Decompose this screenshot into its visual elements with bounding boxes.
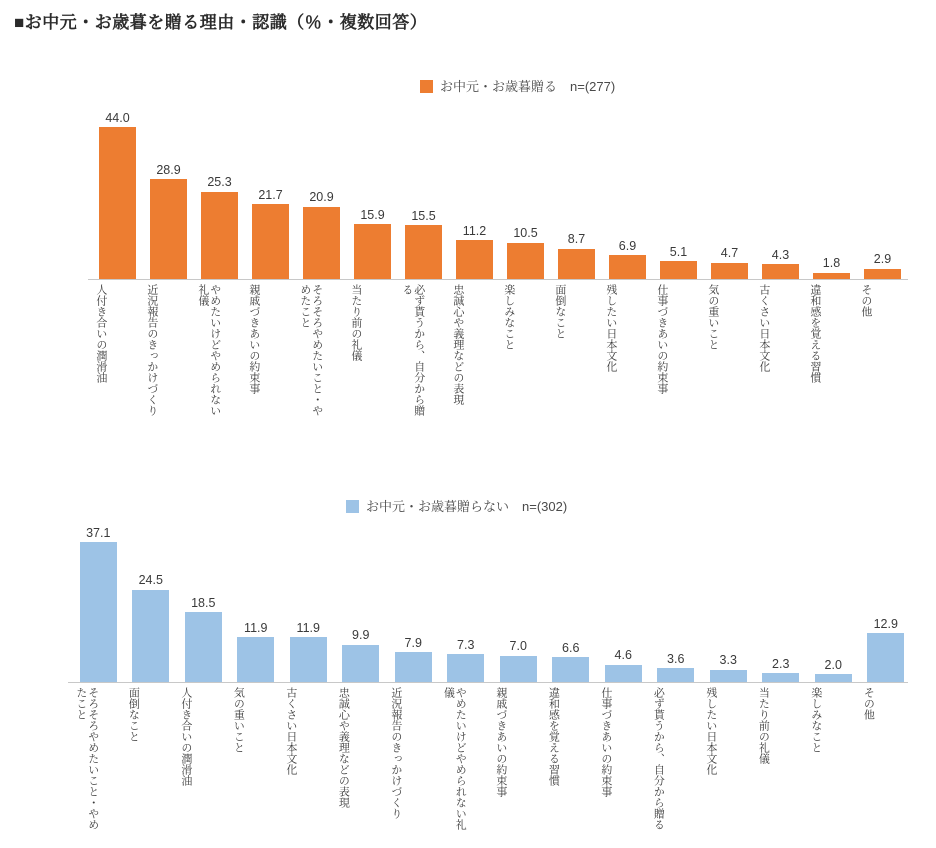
category-label-text: 近況報告のきっかけづくり — [145, 284, 158, 416]
category-label-text: 当たり前の礼儀 — [349, 284, 362, 361]
category-label — [650, 687, 703, 837]
category-label-text: その他 — [859, 284, 872, 317]
bar-value-label: 7.3 — [457, 637, 475, 652]
category-label-text: 必ず貰うから、自分から贈る — [400, 284, 425, 416]
category-label-text: 残したい日本文化 — [604, 284, 617, 372]
category-label-text: 仕事づきあいの約束事 — [655, 284, 668, 394]
category-label-text: 当たり前の礼儀 — [757, 687, 770, 764]
bar-value-label: 1.8 — [822, 256, 841, 271]
category-labels-2 — [72, 687, 912, 837]
category-label-text: 親戚づきあいの約束事 — [494, 687, 507, 797]
category-label — [398, 284, 449, 424]
bar — [354, 224, 391, 279]
bar-value-label: 6.9 — [618, 238, 637, 253]
bar-value-label: 15.5 — [411, 208, 436, 223]
legend-label: お中元・お歳暮贈らない n=(302) — [366, 499, 568, 514]
bar — [132, 590, 169, 682]
bar — [864, 269, 901, 279]
bar-column — [860, 618, 913, 682]
bar — [237, 637, 274, 682]
bar — [395, 652, 432, 682]
category-label — [230, 687, 283, 837]
bar-group-1 — [92, 104, 908, 279]
category-label-text: 気の重いこと — [706, 284, 719, 350]
bar — [303, 207, 340, 279]
category-label — [245, 284, 296, 424]
bar-column — [282, 622, 335, 682]
bar-value-label: 4.7 — [720, 246, 739, 261]
bar-column — [125, 574, 178, 682]
bar — [456, 240, 493, 279]
category-label — [602, 284, 653, 424]
category-label — [143, 284, 194, 424]
bar-column — [602, 240, 653, 279]
bar-value-label: 37.1 — [86, 525, 111, 540]
bar-column — [230, 622, 283, 682]
bar-value-label: 11.2 — [462, 223, 487, 238]
category-label-text: 違和感を覚える習慣 — [808, 284, 821, 383]
bar-value-label: 25.3 — [207, 175, 232, 190]
bar-column — [807, 659, 860, 682]
category-label — [860, 687, 913, 837]
category-label — [702, 687, 755, 837]
category-label-text: 気の重いこと — [232, 687, 245, 753]
category-label — [653, 284, 704, 424]
category-label-text: 親戚づきあいの約束事 — [247, 284, 260, 394]
category-label — [545, 687, 598, 837]
bar-value-label: 7.0 — [509, 639, 527, 654]
bar — [558, 249, 595, 279]
category-label — [857, 284, 908, 424]
legend-label: お中元・お歳暮贈る n=(277) — [440, 79, 616, 94]
category-label-text: 人付き合いの潤滑油 — [94, 284, 107, 383]
bar-value-label: 7.9 — [404, 635, 422, 650]
category-label-text: 古くさい日本文化 — [757, 284, 770, 372]
bar — [507, 243, 544, 279]
bar — [660, 261, 697, 279]
bar — [762, 673, 799, 682]
category-label — [347, 284, 398, 424]
bar-column — [500, 227, 551, 279]
bar-column — [335, 629, 388, 682]
bar — [815, 674, 852, 682]
bar — [405, 225, 442, 279]
category-label-text: 楽しみなこと — [809, 687, 822, 753]
bar-column — [387, 637, 440, 682]
bar-value-label: 28.9 — [156, 162, 181, 177]
category-label — [92, 284, 143, 424]
bar-column — [857, 253, 908, 279]
category-label — [177, 687, 230, 837]
bar-value-label: 44.0 — [105, 110, 130, 125]
category-label-text: その他 — [862, 687, 875, 720]
category-label — [755, 687, 808, 837]
category-label — [492, 687, 545, 837]
page-title: ■お中元・お歳暮を贈る理由・認識（％・複数回答） — [14, 13, 428, 32]
bar — [80, 542, 117, 682]
category-label — [194, 284, 245, 424]
bar-value-label: 3.6 — [667, 651, 685, 666]
category-label-text: やめたいけどやめられない礼儀 — [442, 687, 467, 830]
bar-column — [597, 649, 650, 682]
category-label — [704, 284, 755, 424]
category-label — [335, 687, 388, 837]
category-label-text: 必ず貰うから、自分から贈る — [652, 687, 665, 830]
bar-column — [177, 597, 230, 682]
bar-value-label: 2.3 — [772, 656, 790, 671]
bar-value-label: 9.9 — [352, 628, 370, 643]
bar — [710, 670, 747, 682]
category-label — [449, 284, 500, 424]
bar — [605, 665, 642, 682]
category-label-text: 忠誠心や義理などの表現 — [451, 284, 464, 405]
category-label — [282, 687, 335, 837]
bar-column — [492, 640, 545, 682]
bar-value-label: 11.9 — [296, 620, 320, 635]
bar-value-label: 3.3 — [719, 653, 737, 668]
category-label-text: 古くさい日本文化 — [284, 687, 297, 775]
bar-value-label: 20.9 — [309, 190, 334, 205]
bar — [657, 668, 694, 682]
bar-group-2 — [72, 522, 912, 682]
x-axis-line — [68, 682, 908, 683]
category-label — [296, 284, 347, 424]
bar-column — [704, 247, 755, 279]
category-label-text: やめたいけどやめられない礼儀 — [196, 284, 221, 416]
bar — [447, 654, 484, 682]
bar — [500, 656, 537, 682]
bar-value-label: 12.9 — [873, 616, 898, 631]
bar — [609, 255, 646, 279]
bar-column — [545, 642, 598, 682]
bar-column — [702, 654, 755, 682]
bar — [867, 633, 904, 682]
bar-value-label: 2.0 — [824, 657, 842, 672]
bar — [342, 645, 379, 682]
category-label-text: 忠誠心や義理などの表現 — [337, 687, 350, 808]
bar-value-label: 24.5 — [138, 573, 163, 588]
category-labels-1 — [92, 284, 908, 424]
bar-column — [296, 191, 347, 279]
category-label — [755, 284, 806, 424]
category-label — [387, 687, 440, 837]
category-label-text: そろそろやめたいこと・やめたこと — [298, 284, 323, 416]
category-label-text: 仕事づきあいの約束事 — [599, 687, 612, 797]
category-label — [806, 284, 857, 424]
bar-column — [72, 527, 125, 683]
category-label — [440, 687, 493, 837]
bar — [290, 637, 327, 682]
x-axis-line — [88, 279, 908, 280]
plot-area-1 — [0, 44, 936, 434]
bar-column — [92, 112, 143, 280]
bar-column — [245, 189, 296, 279]
category-label — [125, 687, 178, 837]
bar-value-label: 15.9 — [360, 207, 385, 222]
bar — [762, 264, 799, 279]
bar-value-label: 11.9 — [244, 620, 268, 635]
bar-value-label: 10.5 — [513, 226, 538, 241]
bar-column — [398, 210, 449, 279]
bar — [99, 127, 136, 279]
bar-column — [347, 209, 398, 279]
bar — [185, 612, 222, 682]
category-label-text: そろそろやめたいこと・やめたこと — [74, 687, 99, 830]
category-label — [551, 284, 602, 424]
category-label — [807, 687, 860, 837]
category-label-text: 違和感を覚える習慣 — [547, 687, 560, 786]
category-label — [500, 284, 551, 424]
category-label-text: 楽しみなこと — [502, 284, 515, 350]
bar-column — [551, 233, 602, 279]
bar — [150, 179, 187, 279]
bar-column — [440, 639, 493, 682]
bar — [711, 263, 748, 279]
bar-column — [806, 257, 857, 279]
bar-value-label: 4.6 — [614, 648, 632, 663]
bar — [252, 204, 289, 279]
category-label-text: 近況報告のきっかけづくり — [389, 687, 402, 819]
chart-series-1 — [0, 44, 936, 434]
category-label-text: 人付き合いの潤滑油 — [179, 687, 192, 786]
category-label — [597, 687, 650, 837]
bar-value-label: 21.7 — [258, 187, 283, 202]
category-label-text: 面倒なこと — [553, 284, 566, 339]
bar-column — [143, 164, 194, 279]
plot-area-2 — [0, 482, 936, 848]
bar-column — [755, 249, 806, 279]
bar-column — [449, 225, 500, 279]
category-label-text: 面倒なこと — [127, 687, 140, 742]
category-label — [72, 687, 125, 837]
bar-column — [650, 653, 703, 682]
bar-value-label: 6.6 — [562, 640, 580, 655]
bar-column — [194, 176, 245, 279]
bar-value-label: 8.7 — [567, 232, 586, 247]
bar-value-label: 5.1 — [669, 244, 688, 259]
bar-column — [755, 658, 808, 682]
bar-value-label: 2.9 — [873, 252, 892, 267]
bar-value-label: 18.5 — [191, 595, 216, 610]
bar — [201, 192, 238, 279]
chart-series-2 — [0, 482, 936, 848]
bar-column — [653, 246, 704, 279]
bar-value-label: 4.3 — [771, 247, 790, 262]
bar — [552, 657, 589, 682]
category-label-text: 残したい日本文化 — [704, 687, 717, 775]
